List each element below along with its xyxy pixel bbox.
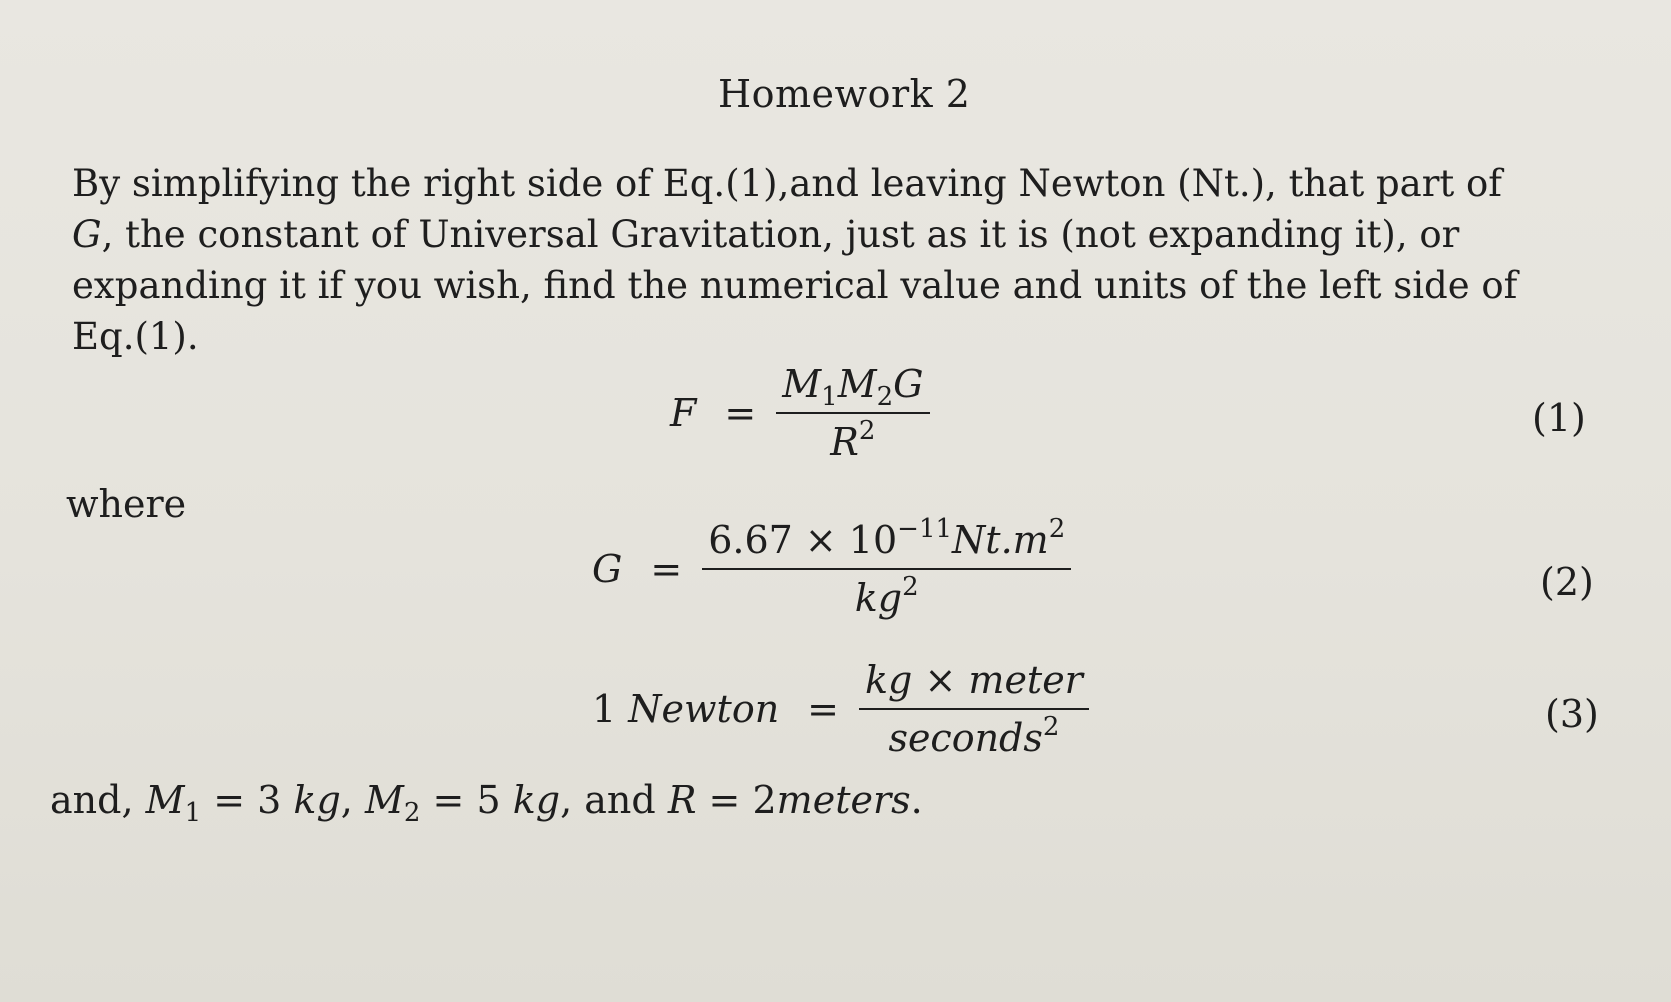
equation-2	[592, 514, 1077, 620]
final-r-unit: meters	[776, 778, 911, 822]
eq1-m2: M	[837, 362, 877, 406]
equation-2-number: (2)	[1540, 560, 1594, 604]
final-m2-unit: kg	[512, 778, 561, 822]
final-r-equals: =	[708, 778, 741, 822]
final-r-value: 2	[752, 778, 777, 822]
final-m1-equals: =	[213, 778, 246, 822]
eq3-meter: meter	[968, 658, 1083, 702]
final-m2-value: 5	[476, 778, 501, 822]
eq2-kg-exp: 2	[902, 572, 919, 602]
eq2-fraction	[702, 514, 1071, 620]
paragraph-line-2	[72, 209, 1592, 260]
equation-3-number: (3)	[1545, 692, 1599, 736]
final-sep-1: ,	[340, 778, 353, 822]
eq2-exponent: −11	[897, 514, 953, 544]
eq1-denominator	[824, 414, 881, 464]
paragraph-line-2-text: , the constant of Universal Gravitation, just as it is (not expanding it), or	[101, 213, 1460, 256]
paragraph-line-3: expanding it if you wish, find the numerical value and units of the left side of	[72, 264, 1518, 307]
eq1-fraction	[776, 362, 929, 464]
eq1-equals: =	[724, 391, 757, 435]
eq3-equals: =	[807, 687, 840, 731]
eq2-coefficient: 6.67 × 10	[708, 518, 898, 562]
eq3-seconds: seconds	[888, 716, 1043, 760]
final-period: .	[910, 778, 923, 822]
equation-1-number: (1)	[1532, 396, 1586, 440]
eq2-equals: =	[650, 547, 683, 591]
paragraph-line-1: By simplifying the right side of Eq.(1),and leaving Newton (Nt.), that part of	[72, 162, 1502, 205]
eq1-m2-sub: 2	[876, 382, 894, 412]
where-label: where	[66, 482, 187, 526]
eq3-one: 1	[592, 687, 617, 731]
final-and: and,	[50, 778, 134, 822]
final-m2: M	[364, 778, 404, 822]
eq1-r: R	[830, 420, 859, 464]
eq3-numerator	[859, 658, 1089, 708]
eq3-lhs	[592, 687, 779, 731]
final-sep-2: , and	[560, 778, 656, 822]
eq3-times: ×	[924, 658, 957, 702]
eq3-seconds-exp: 2	[1042, 712, 1060, 742]
final-r: R	[667, 778, 697, 822]
eq1-numerator	[776, 362, 929, 412]
eq2-lhs: G	[592, 547, 623, 591]
eq3-denominator	[882, 710, 1065, 760]
eq1-lhs: F	[670, 391, 697, 435]
equation-1	[670, 362, 936, 464]
paragraph-line-4: Eq.(1).	[72, 315, 199, 358]
eq2-numerator	[702, 514, 1071, 568]
final-m1-sub: 1	[184, 798, 202, 828]
problem-paragraph	[72, 158, 1592, 362]
eq1-g: G	[893, 362, 924, 406]
final-m2-equals: =	[432, 778, 465, 822]
eq1-r-exp: 2	[858, 416, 876, 446]
eq2-denominator	[849, 570, 925, 620]
eq2-kg: kg	[854, 576, 903, 620]
eq3-fraction	[859, 658, 1089, 760]
eq2-units: Nt.m	[952, 518, 1049, 562]
document-title: Homework 2	[718, 72, 971, 116]
eq3-kg: kg	[865, 658, 913, 702]
final-m1-value: 3	[257, 778, 282, 822]
eq3-newton: Newton	[628, 687, 780, 731]
final-m1: M	[145, 778, 185, 822]
final-m1-unit: kg	[293, 778, 341, 822]
equation-3	[592, 658, 1095, 760]
eq2-units-exp: 2	[1048, 514, 1066, 544]
eq1-m1-sub: 1	[821, 382, 838, 412]
variable-g: G	[72, 213, 102, 256]
given-values-line	[50, 778, 923, 828]
final-m2-sub: 2	[403, 798, 421, 828]
eq1-m1: M	[782, 362, 822, 406]
